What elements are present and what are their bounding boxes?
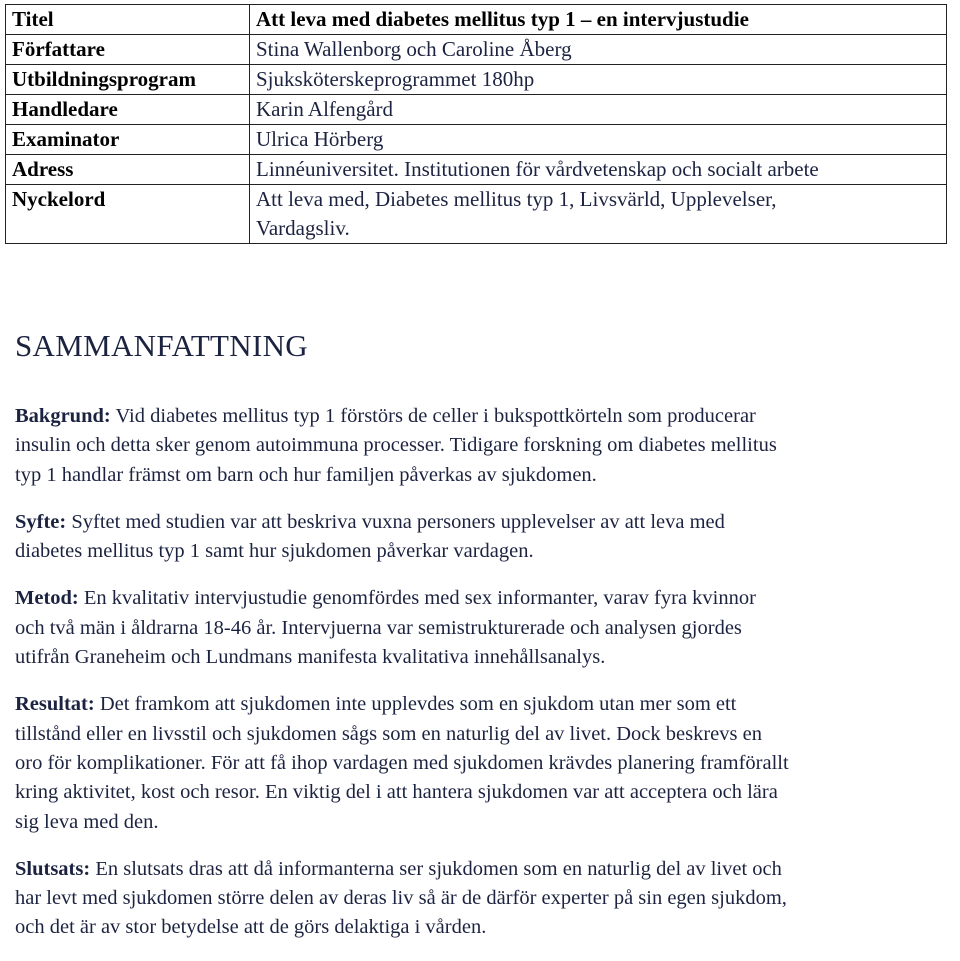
abstract-line: och två män i åldrarna 18-46 år. Intervjuerna var semistrukturerade och analysen gjordes — [15, 616, 742, 639]
meta-value-authors: Stina Wallenborg och Caroline Åberg — [250, 35, 947, 65]
abstract-line: kring aktivitet, kost och resor. En viktig del i att hantera sjukdomen var att acceptera och lära — [15, 781, 778, 804]
meta-row-address — [6, 155, 947, 185]
abstract-line — [15, 402, 960, 431]
meta-label-title: Titel — [6, 5, 250, 35]
meta-value-keywords — [250, 185, 947, 244]
meta-label-address: Adress — [6, 155, 250, 185]
meta-value-examiner: Ulrica Hörberg — [250, 125, 947, 155]
meta-row-supervisor — [6, 95, 947, 125]
meta-row-keywords — [6, 185, 947, 244]
meta-label-supervisor: Handledare — [6, 95, 250, 125]
meta-row-program — [6, 65, 947, 95]
meta-value-address: Linnéuniversitet. Institutionen för vårdvetenskap och socialt arbete — [250, 155, 947, 185]
abstract-paragraph-results — [15, 690, 960, 836]
keywords-line-1: Att leva med, Diabetes mellitus typ 1, Livsvärld, Upplevelser, — [256, 187, 777, 211]
meta-row-examiner — [6, 125, 947, 155]
abstract-text: Det framkom att sjukdomen inte upplevdes som en sjukdom utan mer som ett — [99, 693, 737, 716]
abstract-keyword-conclusion: Slutsats: — [15, 857, 91, 880]
abstract-keyword-results: Resultat: — [15, 693, 95, 716]
abstract-line: utifrån Graneheim och Lundmans manifesta kvalitativa innehållsanalys. — [15, 646, 606, 669]
abstract-line: sig leva med den. — [15, 810, 159, 833]
meta-label-keywords: Nyckelord — [6, 185, 250, 244]
abstract-text: Syftet med studien var att beskriva vuxna personers upplevelser av att leva med — [71, 510, 725, 533]
abstract-line: och det är av stor betydelse att de görs delaktiga i vården. — [15, 916, 487, 939]
abstract-line — [15, 584, 960, 613]
abstract-line: diabetes mellitus typ 1 samt hur sjukdomen påverkar vardagen. — [15, 540, 534, 563]
abstract-text: Vid diabetes mellitus typ 1 förstörs de celler i bukspottkörteln som producerar — [115, 405, 756, 427]
meta-row-title — [6, 5, 947, 35]
meta-value-supervisor: Karin Alfengård — [250, 95, 947, 125]
abstract-keyword-method: Metod: — [15, 587, 79, 610]
abstract-paragraph-aim — [15, 508, 960, 567]
abstract-text: En kvalitativ intervjustudie genomfördes med sex informanter, varav fyra kvinnor — [83, 587, 756, 610]
abstract-line — [15, 508, 960, 537]
abstract-body — [15, 402, 960, 961]
abstract-line: insulin och detta sker genom autoimmuna processer. Tidigare forskning om diabetes mellitus — [15, 434, 777, 457]
abstract-line — [15, 690, 960, 719]
abstract-line: tillstånd eller en livsstil och sjukdomen sågs som en naturlig del av livet. Dock beskrevs en — [15, 722, 762, 745]
meta-row-authors — [6, 35, 947, 65]
section-heading-summary: SAMMANFATTNING — [15, 328, 308, 363]
meta-value-program: Sjuksköterskeprogrammet 180hp — [250, 65, 947, 95]
abstract-keyword-background: Bakgrund: — [15, 405, 111, 427]
abstract-paragraph-background — [15, 402, 960, 490]
abstract-line — [15, 855, 960, 884]
thesis-metadata-table — [5, 4, 947, 244]
abstract-line: oro för komplikationer. För att få ihop vardagen med sjukdomen krävdes planering framförallt — [15, 751, 789, 774]
abstract-paragraph-conclusion — [15, 855, 960, 943]
keywords-line-2: Vardagsliv. — [256, 216, 350, 240]
abstract-keyword-aim: Syfte: — [15, 510, 67, 533]
abstract-text: En slutsats dras att då informanterna ser sjukdomen som en naturlig del av livet och — [95, 857, 782, 880]
meta-label-program: Utbildningsprogram — [6, 65, 250, 95]
meta-label-authors: Författare — [6, 35, 250, 65]
abstract-paragraph-method — [15, 584, 960, 672]
abstract-line: har levt med sjukdomen större delen av deras liv så är de därför experter på sin egen sjukdom, — [15, 887, 787, 910]
abstract-line: typ 1 handlar främst om barn och hur familjen påverkas av sjukdomen. — [15, 463, 597, 486]
meta-label-examiner: Examinator — [6, 125, 250, 155]
meta-value-title: Att leva med diabetes mellitus typ 1 – en intervjustudie — [250, 5, 947, 35]
